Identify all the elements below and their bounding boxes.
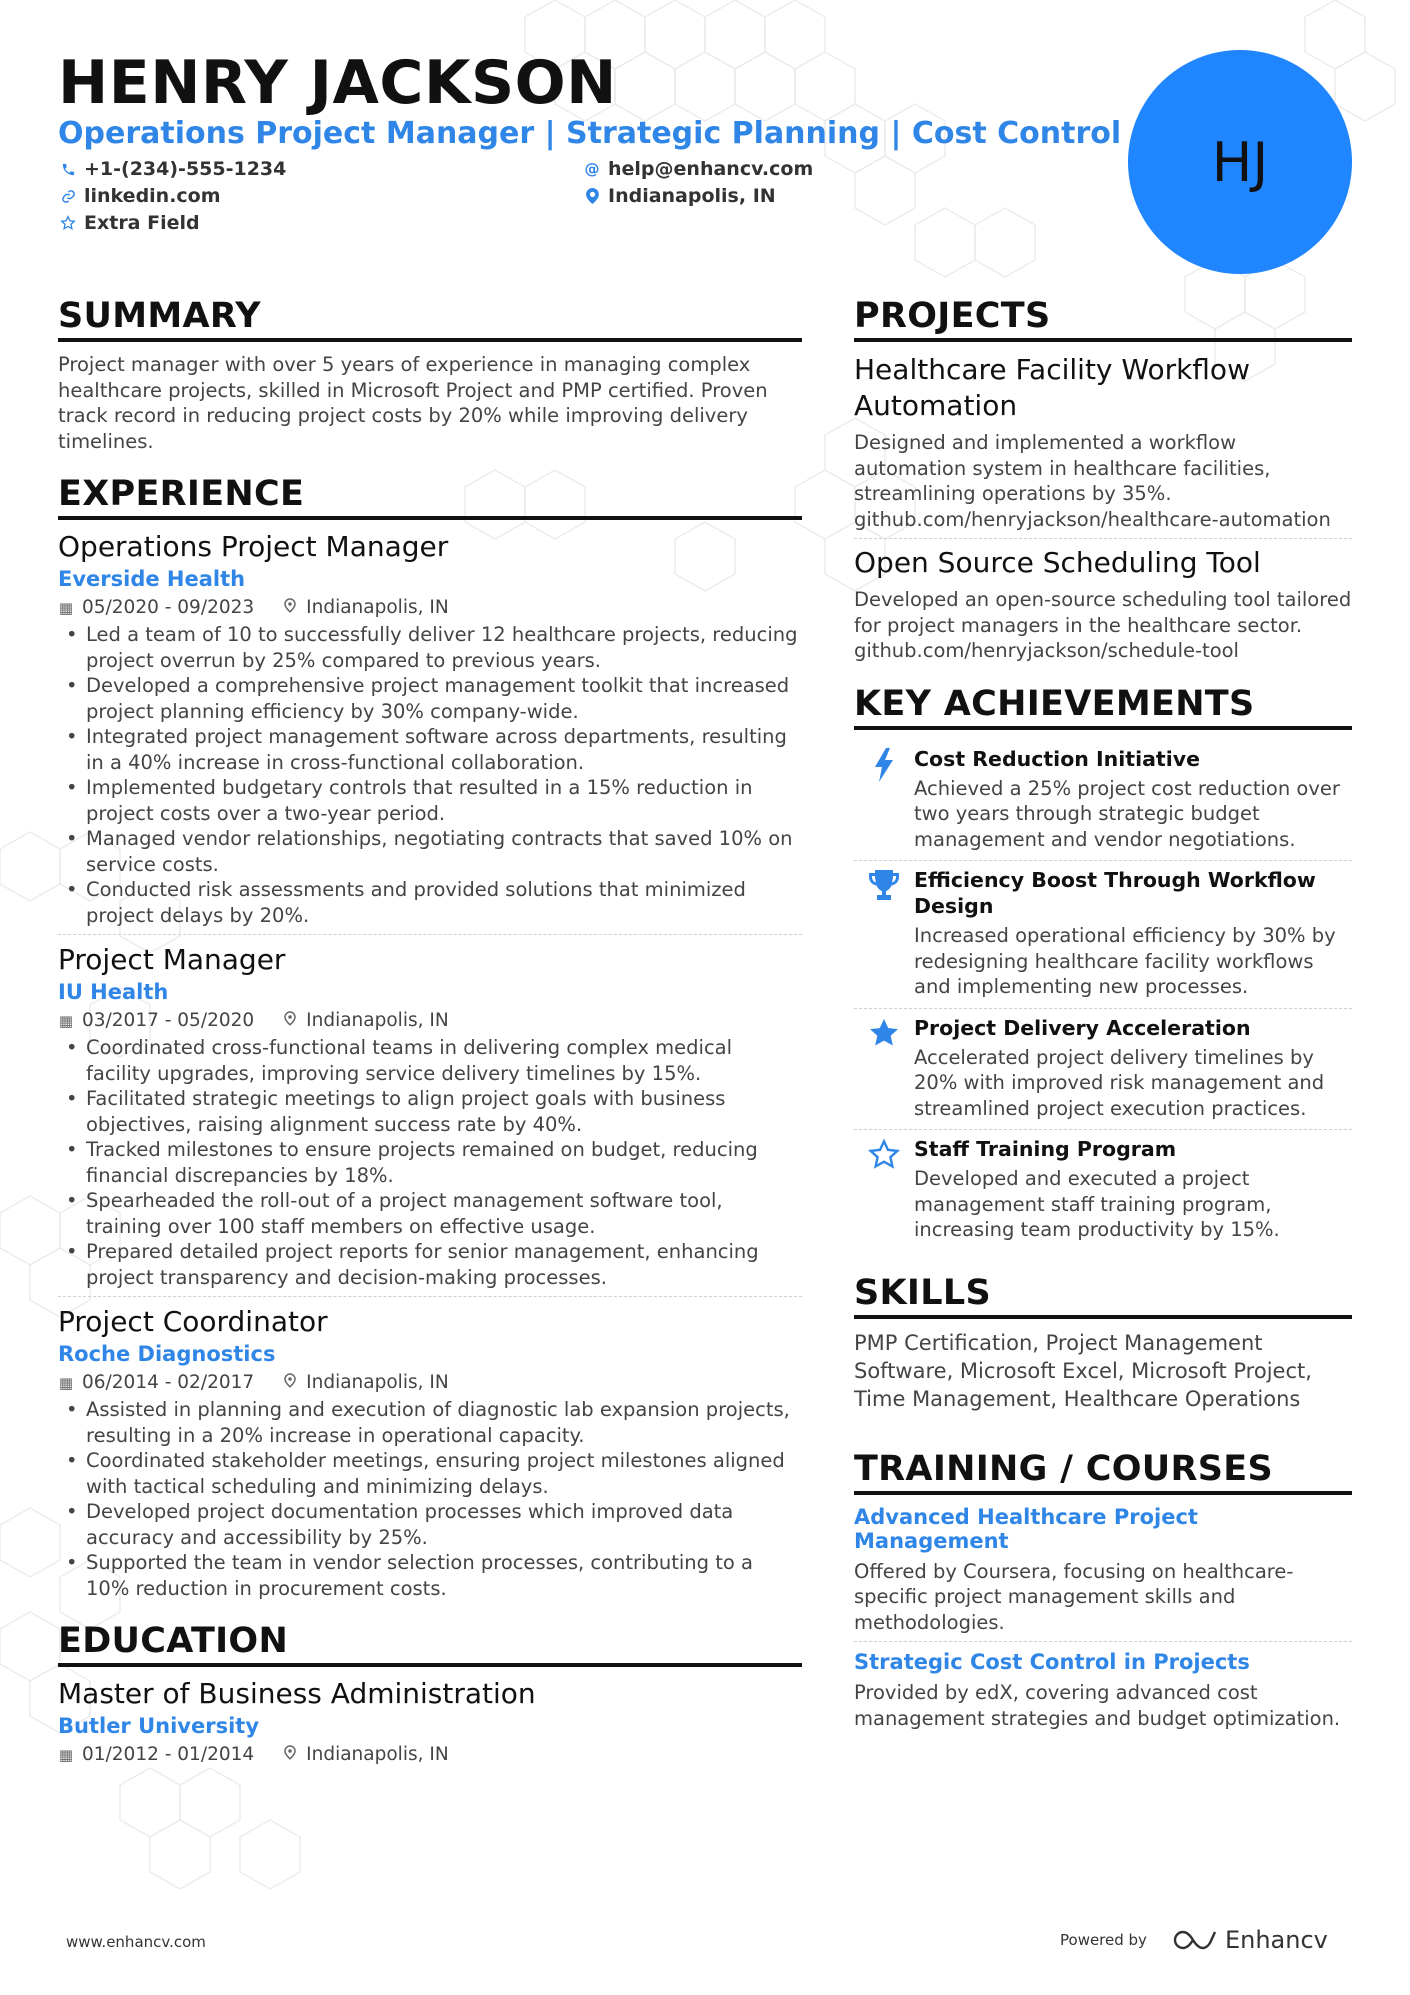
contact-phone[interactable] — [60, 158, 286, 180]
candidate-name: HENRY JACKSON — [58, 48, 617, 118]
course-entry — [854, 1650, 1352, 1737]
link-icon — [60, 188, 76, 204]
achievement-entry — [854, 1009, 1352, 1131]
course-desc: Offered by Coursera, focusing on healthcare-specific project management skills and methodologies. — [854, 1559, 1294, 1634]
education-location: Indianapolis, IN — [306, 1744, 449, 1765]
job-dates: 05/2020 - 09/2023 — [82, 597, 255, 618]
list-item: • Supported the team in vendor selection processes, contributing to a 10% reduction in procurement costs. — [58, 1550, 802, 1601]
job-title: Project Coordinator — [58, 1305, 328, 1338]
calendar-icon: ▦ — [58, 1011, 74, 1030]
left-column — [58, 296, 802, 1769]
job-entry — [58, 943, 802, 1297]
job-entry — [58, 1305, 802, 1607]
extra-field-text: Extra Field — [84, 212, 200, 234]
list-item: • Coordinated cross-functional teams in delivering complex medical facility upgrades, improving service delivery timelines by 15%. — [58, 1035, 802, 1086]
education-dates: 01/2012 - 01/2014 — [82, 1744, 255, 1765]
course-desc: Provided by edX, covering advanced cost management strategies and budget optimization. — [854, 1681, 1341, 1730]
job-bullets — [58, 1035, 802, 1290]
avatar: HJ — [1128, 50, 1352, 274]
brand-name: Enhancv — [1224, 1926, 1328, 1954]
project-title: Open Source Scheduling Tool — [854, 546, 1261, 579]
contact-extra — [60, 212, 200, 234]
lightning-icon — [854, 746, 914, 853]
training-section — [854, 1449, 1352, 1738]
list-item: • Integrated project management software across departments, resulting in a 40% increase in cross-functional collaboration. — [58, 724, 802, 775]
project-title: Healthcare Facility Workflow Automation — [854, 353, 1250, 422]
list-item: • Facilitated strategic meetings to align project goals with business objectives, raising alignment success rate by 40%. — [58, 1086, 802, 1137]
list-item: • Developed a comprehensive project management toolkit that increased project planning efficiency by 30% company-wide. — [58, 673, 802, 724]
job-location: Indianapolis, IN — [306, 1372, 449, 1393]
calendar-icon: ▦ — [58, 598, 74, 617]
job-title: Project Manager — [58, 943, 286, 976]
project-desc: Developed an open-source scheduling tool tailored for project managers in the healthcare sector. github.com/henryjackson/schedule-tool — [854, 588, 1352, 662]
location-pin-icon — [282, 1745, 298, 1764]
job-entry — [58, 530, 802, 935]
training-heading: TRAINING / COURSES — [854, 1449, 1352, 1495]
achievement-entry — [854, 740, 1352, 862]
at-sign-icon: @ — [584, 160, 600, 178]
achievement-desc: Achieved a 25% project cost reduction over two years through strategic budget management and vendor negotiations. — [914, 776, 1340, 851]
calendar-icon: ▦ — [58, 1745, 74, 1764]
trophy-icon — [854, 867, 914, 1000]
contact-linkedin[interactable] — [60, 185, 221, 207]
right-column — [854, 296, 1352, 1745]
achievement-desc: Increased operational efficiency by 30% by redesigning healthcare facility workflows and implementing new processes. — [914, 924, 1336, 998]
summary-section — [58, 296, 802, 454]
achievement-title: Efficiency Boost Through Workflow Design — [914, 868, 1316, 918]
job-meta — [58, 1372, 802, 1393]
list-item: • Coordinated stakeholder meetings, ensuring project milestones aligned with tactical scheduling and minimizing delays. — [58, 1448, 802, 1499]
star-outline-icon — [854, 1136, 914, 1243]
education-section — [58, 1621, 802, 1765]
project-desc: Designed and implemented a workflow automation system in healthcare facilities, streamlining operations by 35%. github.com/henryjackson/healthcare-automation — [854, 431, 1331, 531]
achievement-title: Staff Training Program — [914, 1137, 1177, 1161]
course-title: Advanced Healthcare Project Management — [854, 1504, 1198, 1553]
enhancv-logo-icon — [1173, 1928, 1217, 1952]
job-meta — [58, 1010, 802, 1031]
calendar-icon: ▦ — [58, 1373, 74, 1392]
list-item: • Conducted risk assessments and provided solutions that minimized project delays by 20%. — [58, 877, 802, 928]
job-title: Operations Project Manager — [58, 530, 449, 563]
list-item: • Developed project documentation processes which improved data accuracy and accessibility by 25%. — [58, 1499, 802, 1550]
education-meta — [58, 1744, 802, 1765]
experience-heading: EXPERIENCE — [58, 474, 802, 520]
school-name: Butler University — [58, 1714, 260, 1738]
achievement-title: Cost Reduction Initiative — [914, 746, 1201, 771]
list-item: • Assisted in planning and execution of diagnostic lab expansion projects, resulting in a 20% increase in operational capacity. — [58, 1397, 802, 1448]
course-title: Strategic Cost Control in Projects — [854, 1650, 1250, 1674]
list-item: • Spearheaded the roll-out of a project management software tool, training over 100 staff members on effective usage. — [58, 1188, 802, 1239]
headline-tagline: Operations Project Manager | Strategic Planning | Cost Control — [58, 116, 1122, 151]
job-bullets — [58, 622, 802, 928]
education-heading: EDUCATION — [58, 1621, 802, 1667]
skills-section — [854, 1273, 1352, 1413]
achievements-heading: KEY ACHIEVEMENTS — [854, 684, 1352, 730]
job-location: Indianapolis, IN — [306, 597, 449, 618]
achievement-desc: Accelerated project delivery timelines by 20% with improved risk management and streamlined project execution practices. — [914, 1045, 1325, 1120]
phone-icon — [60, 161, 76, 177]
achievement-entry — [854, 1130, 1352, 1251]
footer-branding[interactable] — [1060, 1926, 1328, 1954]
achievement-title: Project Delivery Acceleration — [914, 1015, 1251, 1040]
powered-by-label: Powered by — [1060, 1931, 1147, 1949]
summary-heading: SUMMARY — [58, 296, 802, 342]
achievement-desc: Developed and executed a project management staff training program, increasing team productivity by 15%. — [914, 1167, 1280, 1241]
linkedin-text: linkedin.com — [84, 185, 221, 207]
job-location: Indianapolis, IN — [306, 1010, 449, 1031]
job-bullets — [58, 1397, 802, 1601]
job-dates: 03/2017 - 05/2020 — [82, 1010, 255, 1031]
star-outline-icon — [60, 215, 76, 231]
degree-title: Master of Business Administration — [58, 1677, 536, 1710]
location-text: Indianapolis, IN — [608, 185, 776, 207]
phone-text: +1-(234)-555-1234 — [84, 158, 287, 180]
list-item: • Managed vendor relationships, negotiating contracts that saved 10% on service costs. — [58, 826, 802, 877]
achievements-section — [854, 684, 1352, 1251]
footer-website[interactable]: www.enhancv.com — [66, 1933, 206, 1951]
list-item: • Implemented budgetary controls that resulted in a 15% reduction in project costs over a two-year period. — [58, 775, 802, 826]
list-item: • Tracked milestones to ensure projects remained on budget, reducing financial discrepancies by 18%. — [58, 1137, 802, 1188]
location-pin-icon — [282, 598, 298, 617]
star-filled-icon — [854, 1015, 914, 1122]
achievement-entry — [854, 861, 1352, 1009]
project-entry — [854, 545, 1352, 670]
job-company: IU Health — [58, 980, 169, 1004]
projects-heading: PROJECTS — [854, 296, 1352, 342]
job-meta — [58, 597, 802, 618]
skills-text: PMP Certification, Project Management Software, Microsoft Excel, Microsoft Project, Time Management, Healthcare Operations — [854, 1330, 1312, 1411]
brand-logo — [1173, 1926, 1328, 1954]
contact-location — [584, 185, 776, 207]
job-dates: 06/2014 - 02/2017 — [82, 1372, 255, 1393]
contact-email[interactable] — [584, 158, 813, 180]
email-text: help@enhancv.com — [608, 158, 814, 180]
job-company: Everside Health — [58, 567, 246, 591]
course-entry — [854, 1505, 1352, 1643]
projects-section — [854, 296, 1352, 670]
location-pin-icon — [282, 1011, 298, 1030]
skills-heading: SKILLS — [854, 1273, 1352, 1319]
job-company: Roche Diagnostics — [58, 1342, 276, 1366]
project-entry — [854, 352, 1352, 539]
list-item: • Led a team of 10 to successfully deliver 12 healthcare projects, reducing project overrun by 25% compared to previous years. — [58, 622, 802, 673]
location-pin-icon — [584, 188, 600, 204]
location-pin-icon — [282, 1373, 298, 1392]
summary-text: Project manager with over 5 years of experience in managing complex healthcare projects, skilled in Microsoft Project and PMP certified. Proven track record in reducing project costs by 20% while improving delivery timelines. — [58, 353, 768, 453]
list-item: • Prepared detailed project reports for senior management, enhancing project transparency and decision-making processes. — [58, 1239, 802, 1290]
experience-section — [58, 474, 802, 1607]
